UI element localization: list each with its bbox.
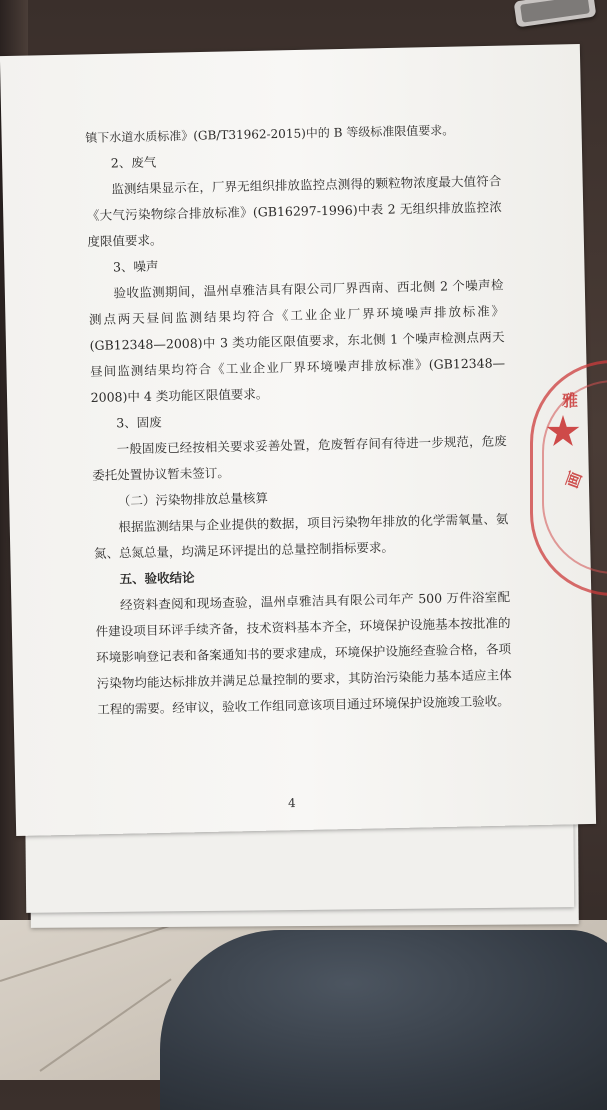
paragraph-waste: 一般固废已经按相关要求妥善处置，危废暂存间有待进一步规范，危废委托处置协议暂未签订。 [92, 433, 507, 483]
section-heading-waste: 3、固废 [116, 414, 162, 431]
section-heading-noise: 3、噪声 [112, 258, 159, 275]
section-heading-conclusion: 五、验收结论 [119, 569, 195, 587]
paragraph-conclusion: 经资料查阅和现场查验，温州卓雅洁具有限公司年产 500 万件浴室配件建设项目环评手续齐备，技术资料基本齐全，环境保护设施基本按批准的环境影响登记表和备案通知书的要求建成，环境保护设施经查验合格，各项污染物均能达标排放并满足总量控制的要求，其防治污染能力基本适应主体工程的需要。经审议，验收工作组同意该项目通过环境保护设施竣工验收。 [95, 589, 512, 717]
paragraph-continuation: 镇下水道水质标准》(GB/T31962-2015)中的 B 等级标准限值要求。 [85, 123, 455, 145]
tile-seam [0, 918, 191, 982]
phone-screen [520, 0, 590, 23]
paragraph-noise: 验收监测期间，温州卓雅洁具有限公司厂界西南、西北侧 2 个噪声检测点两天昼间监测结果均符合《工业企业厂界环境噪声排放标准》(GB12348—2008)中 3 类功能区限值要求，东北侧 1 个噪声检测点两天昼间监测结果均符合《工业企业厂界环境噪声排放标准》(GB12348—2008)中 4 类功能区限值要求。 [88, 277, 506, 405]
seal-char: 画 [562, 469, 586, 491]
section-heading-total: （二）污染物排放总量核算 [117, 490, 269, 509]
page-number: 4 [287, 795, 296, 811]
phone [514, 0, 597, 27]
document-body [85, 116, 512, 723]
tile-seam [39, 978, 171, 1071]
seal-char: 雅 [562, 391, 579, 410]
paragraph-exhaust: 监测结果显示在，厂界无组织排放监控点测得的颗粒物浓度最大值符合《大气污染物综合排放标准》(GB16297-1996)中表 2 无组织排放监控浓度限值要求。 [86, 173, 502, 249]
section-heading-exhaust: 2、废气 [110, 154, 157, 171]
paragraph-total: 根据监测结果与企业提供的数据，项目污染物年排放的化学需氧量、氨氮、总氮总量，均满足环评提出的总量控制指标要求。 [93, 511, 509, 561]
dark-jacket [160, 930, 607, 1110]
